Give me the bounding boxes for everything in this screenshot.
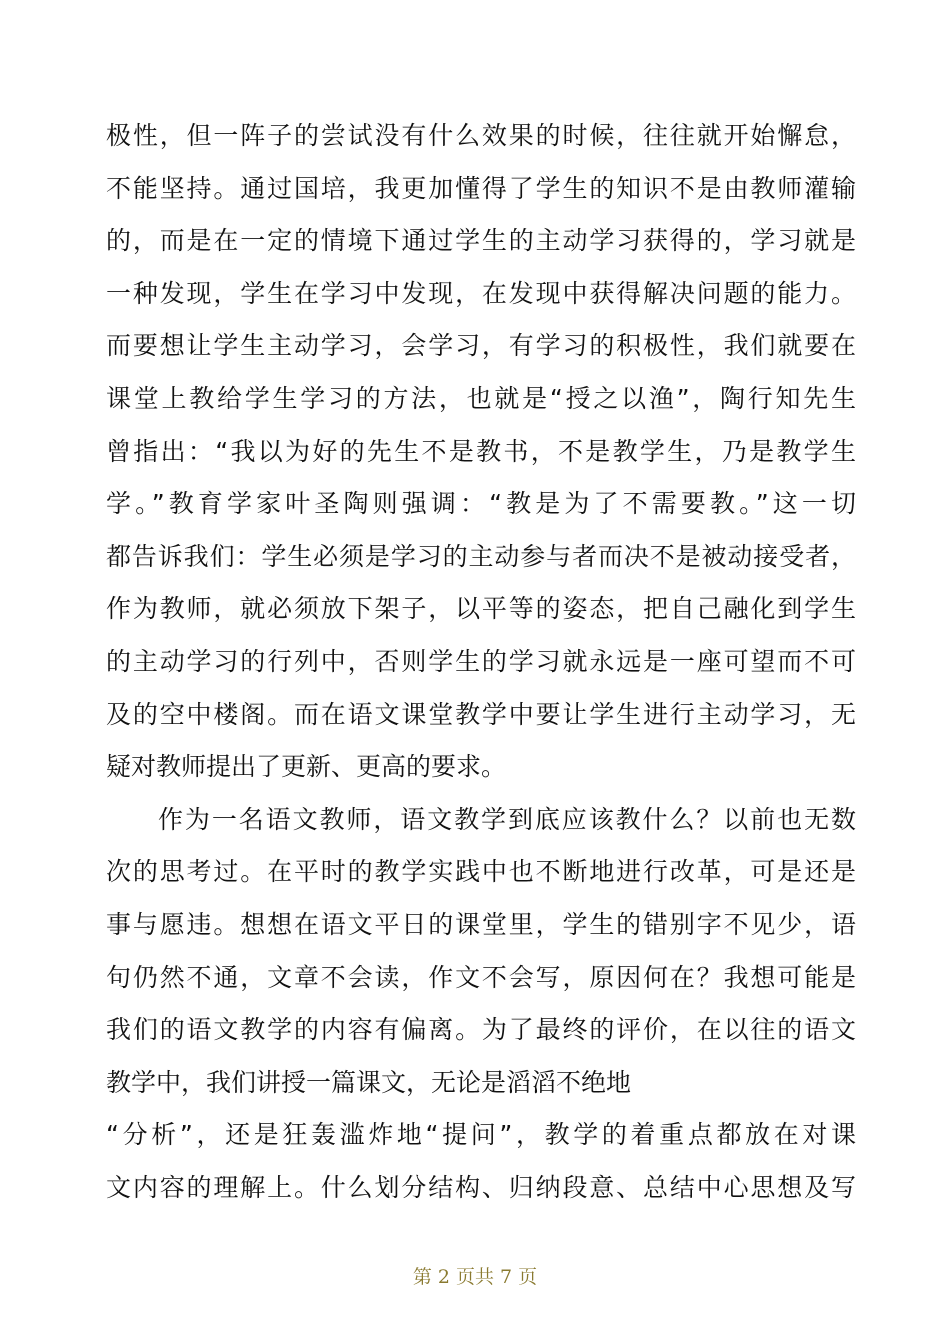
text-line: 作为一名语文教师，语文教学到底应该教什么？以前也无数 [158, 804, 856, 834]
text-line: 作为教师，就必须放下架子，以平等的姿态，把自己融化到学生 [106, 594, 856, 624]
text-line: 极性，但一阵子的尝试没有什么效果的时候，往往就开始懈怠， [106, 121, 856, 150]
text-line: “分析”，还是狂轰滥炸地“提问”，教学的着重点都放在对课 [106, 1120, 856, 1150]
paragraph-1 [106, 110, 856, 794]
text-line: 而要想让学生主动学习，会学习，有学习的积极性，我们就要在 [106, 331, 856, 361]
text-line: 及的空中楼阁。而在语文课堂教学中要让学生进行主动学习，无 [106, 699, 856, 729]
text-line: 都告诉我们：学生必须是学习的主动参与者而决不是被动接受者， [106, 541, 856, 571]
text-line: 文内容的理解上。什么划分结构、归纳段意、总结中心思想及写 [106, 1172, 856, 1202]
text-line: 曾指出：“我以为好的先生不是教书，不是教学生，乃是教学生 [106, 436, 856, 466]
text-line: 学。”教育学家叶圣陶则强调：“教是为了不需要教。”这一切 [106, 489, 856, 519]
text-line: 事与愿违。想想在语文平日的课堂里，学生的错别字不见少，语 [106, 909, 856, 939]
document-body [106, 110, 856, 1214]
text-line: 一种发现，学生在学习中发现，在发现中获得解决问题的能力。 [106, 278, 856, 308]
text-line: 我们的语文教学的内容有偏离。为了最终的评价，在以往的语文 [106, 1015, 856, 1045]
paragraph-2 [106, 794, 856, 1215]
text-line: 不能坚持。通过国培，我更加懂得了学生的知识不是由教师灌输 [106, 173, 856, 203]
text-line: 疑对教师提出了更新、更高的要求。 [106, 752, 507, 782]
text-line: 句仍然不通，文章不会读，作文不会写，原因何在？我想可能是 [106, 962, 856, 992]
text-line: 教学中，我们讲授一篇课文，无论是滔滔不绝地 [106, 1067, 632, 1097]
text-line: 次的思考过。在平时的教学实践中也不断地进行改革，可是还是 [106, 857, 856, 887]
page-number-footer: 第 2 页共 7 页 [412, 1266, 538, 1288]
text-line: 的，而是在一定的情境下通过学生的主动学习获得的，学习就是 [106, 226, 856, 256]
text-line: 的主动学习的行列中，否则学生的学习就永远是一座可望而不可 [106, 646, 856, 676]
text-line: 课堂上教给学生学习的方法，也就是“授之以渔”，陶行知先生 [106, 383, 856, 413]
